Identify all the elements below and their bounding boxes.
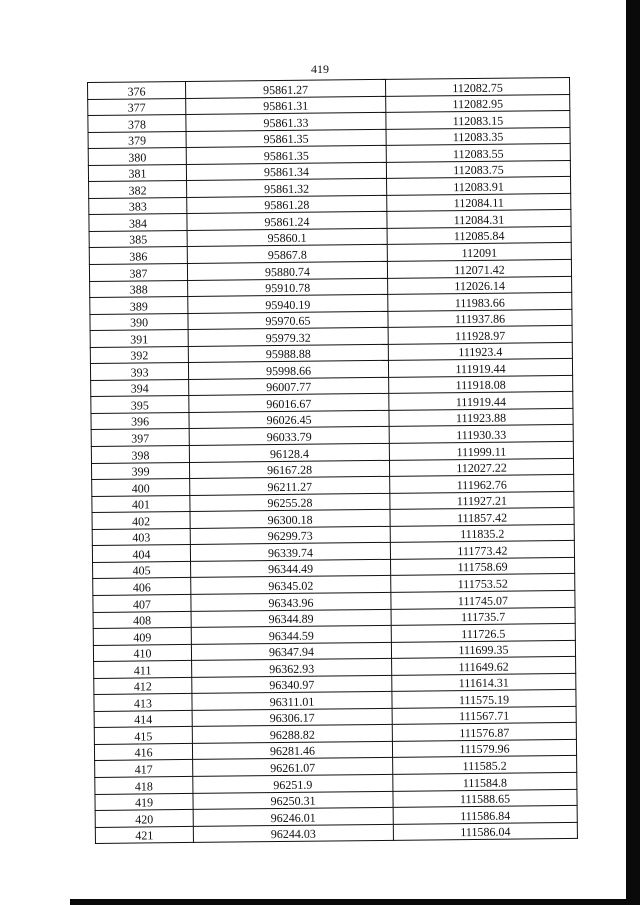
x-coordinate-cell: 96250.31 <box>193 791 393 810</box>
y-coordinate-cell: 111586.84 <box>393 805 577 823</box>
point-number-cell: 387 <box>89 263 187 281</box>
x-coordinate-cell: 96007.77 <box>189 377 389 396</box>
y-coordinate-cell: 111614.31 <box>392 673 576 691</box>
point-number-cell: 410 <box>93 644 191 662</box>
scan-border-bottom <box>70 899 640 905</box>
x-coordinate-cell: 95861.27 <box>185 79 385 98</box>
x-coordinate-cell: 96261.07 <box>193 758 393 777</box>
point-number-cell: 396 <box>91 412 189 430</box>
y-coordinate-cell: 111699.35 <box>391 640 575 658</box>
x-coordinate-cell: 95867.8 <box>187 245 387 264</box>
x-coordinate-cell: 95910.78 <box>188 278 388 297</box>
x-coordinate-cell: 96344.89 <box>191 609 391 628</box>
coordinate-table-body <box>88 77 578 843</box>
y-coordinate-cell: 111745.07 <box>391 590 575 608</box>
y-coordinate-cell: 111927.21 <box>390 491 574 509</box>
point-number-cell: 395 <box>91 396 189 414</box>
point-number-cell: 408 <box>93 611 191 629</box>
y-coordinate-cell: 112071.42 <box>387 259 571 277</box>
y-coordinate-cell: 112082.95 <box>386 94 570 112</box>
point-number-cell: 386 <box>89 247 187 265</box>
point-number-cell: 403 <box>92 528 190 546</box>
x-coordinate-cell: 95861.24 <box>187 212 387 231</box>
x-coordinate-cell: 96343.96 <box>191 592 391 611</box>
y-coordinate-cell: 111999.11 <box>389 441 573 459</box>
x-coordinate-cell: 96251.9 <box>193 774 393 793</box>
y-coordinate-cell: 111576.87 <box>392 723 576 741</box>
x-coordinate-cell: 96016.67 <box>189 394 389 413</box>
y-coordinate-cell: 112091 <box>387 243 571 261</box>
x-coordinate-cell: 96299.73 <box>190 526 390 545</box>
point-number-cell: 388 <box>90 280 188 298</box>
x-coordinate-cell: 96026.45 <box>189 410 389 429</box>
point-number-cell: 412 <box>94 677 192 695</box>
y-coordinate-cell: 111758.69 <box>391 557 575 575</box>
y-coordinate-cell: 111773.42 <box>390 541 574 559</box>
point-number-cell: 384 <box>89 214 187 232</box>
y-coordinate-cell: 111586.04 <box>393 822 577 840</box>
point-number-cell: 409 <box>93 627 191 645</box>
coordinate-table-container <box>87 77 577 844</box>
x-coordinate-cell: 95998.66 <box>188 361 388 380</box>
y-coordinate-cell: 112084.31 <box>387 210 571 228</box>
point-number-cell: 382 <box>89 181 187 199</box>
y-coordinate-cell: 112082.75 <box>385 77 569 95</box>
point-number-cell: 376 <box>88 81 186 99</box>
x-coordinate-cell: 96347.94 <box>191 642 391 661</box>
x-coordinate-cell: 96345.02 <box>191 576 391 595</box>
point-number-cell: 406 <box>93 578 191 596</box>
point-number-cell: 394 <box>91 379 189 397</box>
x-coordinate-cell: 96246.01 <box>193 807 393 826</box>
point-number-cell: 381 <box>88 164 186 182</box>
scan-border-right <box>626 0 640 905</box>
point-number-cell: 417 <box>95 760 193 778</box>
y-coordinate-cell: 112085.84 <box>387 226 571 244</box>
y-coordinate-cell: 112083.91 <box>387 177 571 195</box>
x-coordinate-cell: 95861.31 <box>186 96 386 115</box>
point-number-cell: 397 <box>91 429 189 447</box>
y-coordinate-cell: 111726.5 <box>391 623 575 641</box>
x-coordinate-cell: 95979.32 <box>188 328 388 347</box>
point-number-cell: 419 <box>95 793 193 811</box>
x-coordinate-cell: 96344.49 <box>191 559 391 578</box>
point-number-cell: 413 <box>94 694 192 712</box>
y-coordinate-cell: 111919.44 <box>389 392 573 410</box>
y-coordinate-cell: 111857.42 <box>390 508 574 526</box>
point-number-cell: 377 <box>88 98 186 116</box>
point-number-cell: 415 <box>94 727 192 745</box>
x-coordinate-cell: 96033.79 <box>189 427 389 446</box>
point-number-cell: 385 <box>89 230 187 248</box>
point-number-cell: 398 <box>91 445 189 463</box>
x-coordinate-cell: 96128.4 <box>189 443 389 462</box>
y-coordinate-cell: 111835.2 <box>390 524 574 542</box>
point-number-cell: 389 <box>90 297 188 315</box>
y-coordinate-cell: 111930.33 <box>389 425 573 443</box>
x-coordinate-cell: 96344.59 <box>191 625 391 644</box>
point-number-cell: 393 <box>90 363 188 381</box>
point-number-cell: 418 <box>95 776 193 794</box>
y-coordinate-cell: 111579.96 <box>392 739 576 757</box>
y-coordinate-cell: 111735.7 <box>391 607 575 625</box>
y-coordinate-cell: 111923.4 <box>388 342 572 360</box>
point-number-cell: 392 <box>90 346 188 364</box>
y-coordinate-cell: 111649.62 <box>392 657 576 675</box>
x-coordinate-cell: 95861.34 <box>186 162 386 181</box>
y-coordinate-cell: 111918.08 <box>389 375 573 393</box>
x-coordinate-cell: 96281.46 <box>192 741 392 760</box>
x-coordinate-cell: 95861.28 <box>187 195 387 214</box>
x-coordinate-cell: 95970.65 <box>188 311 388 330</box>
point-number-cell: 400 <box>92 479 190 497</box>
x-coordinate-cell: 96244.03 <box>193 824 393 843</box>
point-number-cell: 401 <box>92 495 190 513</box>
x-coordinate-cell: 96339.74 <box>190 543 390 562</box>
x-coordinate-cell: 96340.97 <box>192 675 392 694</box>
x-coordinate-cell: 96255.28 <box>190 493 390 512</box>
y-coordinate-cell: 111584.8 <box>393 772 577 790</box>
y-coordinate-cell: 111928.97 <box>388 326 572 344</box>
y-coordinate-cell: 112083.15 <box>386 111 570 129</box>
y-coordinate-cell: 111919.44 <box>388 359 572 377</box>
point-number-cell: 405 <box>93 561 191 579</box>
point-number-cell: 383 <box>89 197 187 215</box>
x-coordinate-cell: 96362.93 <box>192 658 392 677</box>
y-coordinate-cell: 111588.65 <box>393 789 577 807</box>
point-number-cell: 414 <box>94 710 192 728</box>
point-number-cell: 404 <box>92 545 190 563</box>
x-coordinate-cell: 95861.35 <box>186 146 386 165</box>
y-coordinate-cell: 111575.19 <box>392 690 576 708</box>
x-coordinate-cell: 95861.33 <box>186 112 386 131</box>
y-coordinate-cell: 111962.76 <box>390 475 574 493</box>
y-coordinate-cell: 112083.35 <box>386 127 570 145</box>
x-coordinate-cell: 96311.01 <box>192 692 392 711</box>
y-coordinate-cell: 111567.71 <box>392 706 576 724</box>
y-coordinate-cell: 112027.22 <box>389 458 573 476</box>
y-coordinate-cell: 112083.55 <box>386 144 570 162</box>
coordinate-table <box>87 77 578 844</box>
point-number-cell: 411 <box>94 661 192 679</box>
point-number-cell: 391 <box>90 330 188 348</box>
point-number-cell: 416 <box>94 743 192 761</box>
page-number: 419 <box>311 62 329 76</box>
x-coordinate-cell: 95861.32 <box>187 179 387 198</box>
x-coordinate-cell: 96211.27 <box>190 476 390 495</box>
y-coordinate-cell: 112026.14 <box>388 276 572 294</box>
x-coordinate-cell: 95940.19 <box>188 294 388 313</box>
point-number-cell: 420 <box>95 809 193 827</box>
point-number-cell: 379 <box>88 131 186 149</box>
y-coordinate-cell: 111923.88 <box>389 408 573 426</box>
point-number-cell: 421 <box>95 826 193 844</box>
point-number-cell: 402 <box>92 512 190 530</box>
x-coordinate-cell: 96306.17 <box>192 708 392 727</box>
x-coordinate-cell: 95860.1 <box>187 228 387 247</box>
y-coordinate-cell: 112084.11 <box>387 193 571 211</box>
x-coordinate-cell: 96288.82 <box>192 725 392 744</box>
point-number-cell: 390 <box>90 313 188 331</box>
y-coordinate-cell: 112083.75 <box>386 160 570 178</box>
point-number-cell: 378 <box>88 115 186 133</box>
x-coordinate-cell: 95988.88 <box>188 344 388 363</box>
y-coordinate-cell: 111753.52 <box>391 574 575 592</box>
y-coordinate-cell: 111983.66 <box>388 293 572 311</box>
point-number-cell: 380 <box>88 148 186 166</box>
y-coordinate-cell: 111937.86 <box>388 309 572 327</box>
y-coordinate-cell: 111585.2 <box>393 756 577 774</box>
x-coordinate-cell: 95880.74 <box>187 261 387 280</box>
x-coordinate-cell: 96300.18 <box>190 510 390 529</box>
x-coordinate-cell: 95861.35 <box>186 129 386 148</box>
point-number-cell: 399 <box>91 462 189 480</box>
point-number-cell: 407 <box>93 594 191 612</box>
x-coordinate-cell: 96167.28 <box>189 460 389 479</box>
